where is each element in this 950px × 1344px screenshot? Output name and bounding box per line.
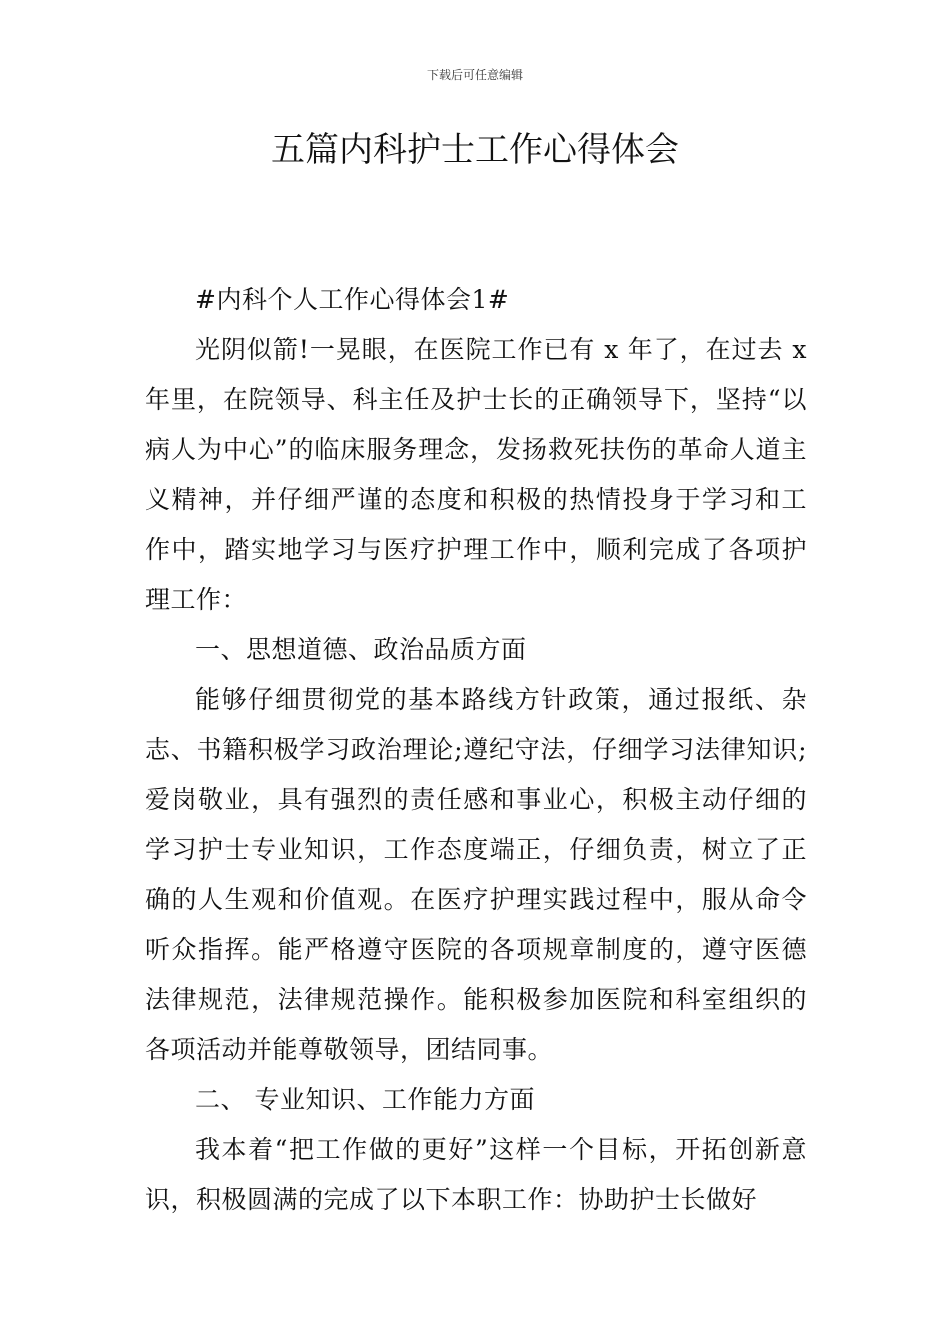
section-heading: 一、思想道德、政治品质方面 [195,635,527,664]
section-heading: #内科个人工作心得体会1# [195,285,510,314]
body-paragraph: 能够仔细贯彻党的基本路线方针政策，通过报纸、杂志、书籍积极学习政治理论;遵纪守法，仔细学习法律知识;爱岗敬业，具有强烈的责任感和事业心，积极主动仔细的学习护士专业知识，工作态度端正，仔细负责，树立了正确的人生观和价值观。在医疗护理实践过程中，服从命令听众指挥。能严格遵守医院的各项规章制度的，遵守医德法律规范，法律规范操作。能积极参加医院和科室组织的各项活动并能尊敬领导，团结同事。 [145,685,807,1064]
header-note: 下载后可任意编辑 [426,68,523,82]
body-paragraph: 光阴似箭!一晃眼，在医院工作已有 x 年了，在过去 x 年里，在院领导、科主任及护士长的正确领导下，坚持“以病人为中心”的临床服务理念，发扬救死扶伤的革命人道主义精神，并仔细严谨的态度和积极的热情投身于学习和工作中，踏实地学习与医疗护理工作中，顺利完成了各项护理工作： [145,335,807,614]
body-paragraph: 我本着“把工作做的更好”这样一个目标，开拓创新意识，积极圆满的完成了以下本职工作：协助护士长做好 [145,1135,807,1214]
section-heading: 二、 专业知识、工作能力方面 [195,1085,535,1114]
document-body [145,275,807,1225]
document-title: 五篇内科护士工作心得体会 [271,130,679,170]
